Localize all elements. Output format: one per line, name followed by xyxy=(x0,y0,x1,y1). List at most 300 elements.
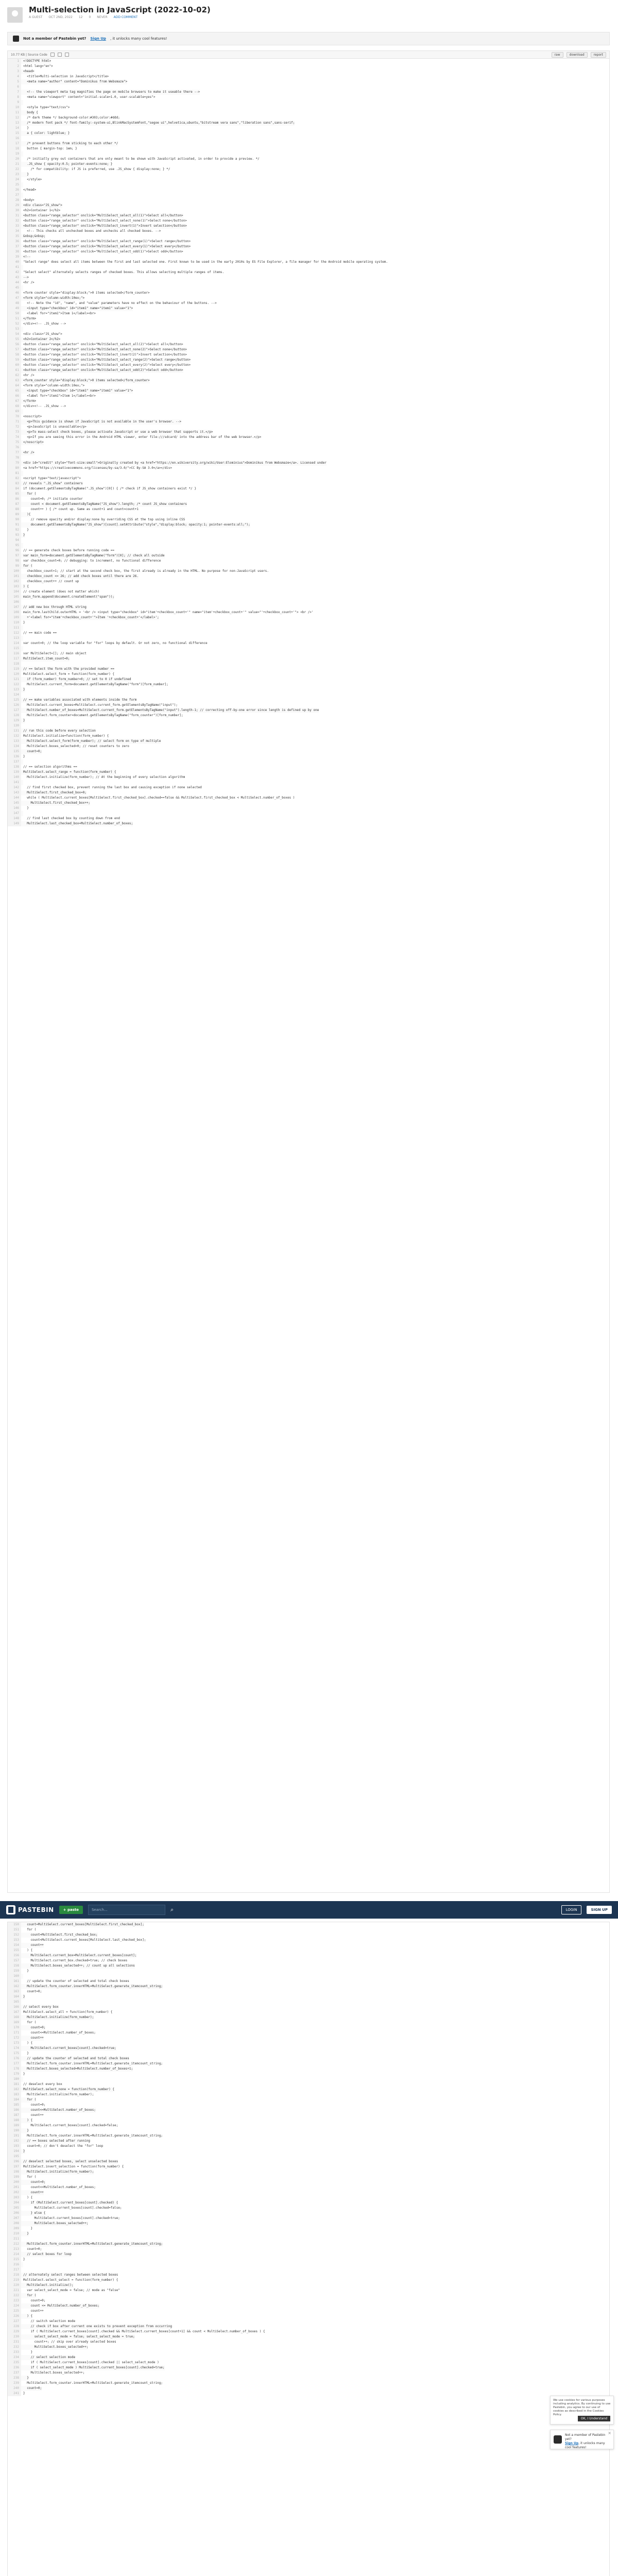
line-number: 189 xyxy=(8,2123,21,2128)
code-line xyxy=(8,2262,609,2267)
line-number: 17 xyxy=(8,141,21,146)
code-text: <a href="https://creativecommons.org/licenses/by-sa/3.0/">CC By-SA 3.0</a></div> xyxy=(23,466,172,470)
line-number: 43 xyxy=(8,275,21,280)
code-text xyxy=(21,662,23,667)
code-line xyxy=(8,327,609,332)
code-line xyxy=(8,2128,609,2133)
code-text: MultiSelect.select_form(form_number); // select form on type of multiple xyxy=(21,739,161,744)
line-number: 193 xyxy=(8,2144,21,2149)
code-text: MultiSelect.form_counter.innerHTML=MultiSelect.generate_itemcount_string; xyxy=(21,1984,163,1989)
code-text: MultiSelect.first_checked_box++; xyxy=(21,801,90,806)
line-number: 182 xyxy=(8,2087,21,2092)
code-text: var MultiSelect=[]; // main object xyxy=(23,652,87,655)
code-line xyxy=(8,285,609,291)
code-text: MultiSelect.number_of_boxes=MultiSelect.current_form.getElementsByTagName("input").length-1; // correcting off-by-one error since length is defined up by one xyxy=(21,708,319,713)
code-line xyxy=(8,342,609,347)
line-number: 172 xyxy=(8,2036,21,2041)
code-text: MultiSelect.current_box.checked=true; // check boxes xyxy=(23,1959,128,1962)
pastebin-logo[interactable] xyxy=(6,1905,54,1914)
line-number: 46 xyxy=(8,291,21,296)
member-popup-suffix: , it unlocks many cool features! xyxy=(565,2442,605,2449)
line-number: 98 xyxy=(8,558,21,564)
code-text: MultiSelect.current_boxes[count].checked=true; xyxy=(21,2046,116,2051)
code-text: <input type="checkbox" id="item1" name="item1" value="1"> xyxy=(21,306,133,311)
login-button[interactable]: LOGIN xyxy=(561,1905,582,1914)
code-line xyxy=(8,1948,609,1953)
code-text: <body> xyxy=(23,198,35,202)
line-number: 33 xyxy=(8,224,21,229)
line-number: 41 xyxy=(8,265,21,270)
line-number: 212 xyxy=(8,2242,21,2247)
code-text: MultiSelect.boxes_selected=MultiSelect.number_of_boxes+1; xyxy=(21,2066,133,2072)
code-line xyxy=(8,234,609,239)
line-number: 235 xyxy=(8,2360,21,2365)
code-line xyxy=(8,703,609,708)
code-line xyxy=(8,2381,609,2386)
line-number: 206 xyxy=(8,2211,21,2216)
cookie-banner xyxy=(550,2396,614,2425)
code-line xyxy=(8,409,609,414)
code-text: <!-- Note the "id", "name", and "value" parameters have no effect on the behaviour of the buttons. --> xyxy=(23,301,217,305)
code-text: <div id="credit" style="font-size:small">Originally created by <a href="https://en.wikiversity.org/wiki/User:Elominius">Dominikus from Websmaze</a>. Licensed under xyxy=(21,461,327,466)
code-line xyxy=(8,821,609,826)
code-line xyxy=(8,780,609,785)
code-text: } xyxy=(23,2072,25,2076)
code-line xyxy=(8,558,609,564)
line-number: 184 xyxy=(8,2097,21,2103)
pastebin-logo-text: PASTEBIN xyxy=(18,1906,54,1913)
code-text xyxy=(21,811,23,816)
code-text xyxy=(21,327,23,332)
code-text xyxy=(21,636,23,641)
code-text: MultiSelect.select_all = function(form_number) { xyxy=(23,2010,113,2014)
code-text: // run this code before every selection xyxy=(21,728,96,734)
line-number: 126 xyxy=(8,703,21,708)
sign-up-link[interactable]: Sign Up xyxy=(90,37,106,41)
line-number: 69 xyxy=(8,409,21,414)
line-number: 103 xyxy=(8,584,21,589)
code-text: <button class="range_selector" onclick="MultiSelect_select_every(2)">Select every</button> xyxy=(23,363,191,367)
meta-rating: 0 xyxy=(89,15,91,19)
code-line xyxy=(8,2092,609,2097)
code-text: MultiSelect.boxes_selected++; xyxy=(21,2345,88,2350)
code-text: <script type="text/javascript"> xyxy=(23,477,81,480)
copy-icon[interactable] xyxy=(50,53,55,57)
line-number: 47 xyxy=(8,296,21,301)
line-number: 200 xyxy=(8,2180,21,2185)
code-line xyxy=(8,2025,609,2030)
notice-text: Not a member of Pastebin yet? xyxy=(23,37,87,41)
line-number: 56 xyxy=(8,342,21,347)
line-number: 88 xyxy=(8,507,21,512)
code-line xyxy=(8,455,609,461)
line-number: 124 xyxy=(8,692,21,698)
code-line xyxy=(8,811,609,816)
line-number: 170 xyxy=(8,2025,21,2030)
pastebin-navbar xyxy=(0,1901,618,1919)
code-text: count <= MultiSelect.number_of_boxes; xyxy=(21,2303,99,2309)
line-number: 197 xyxy=(8,2164,21,2170)
post-meta xyxy=(29,15,138,19)
code-text xyxy=(21,445,23,450)
code-line xyxy=(8,790,609,795)
code-line xyxy=(8,2340,609,2345)
code-line xyxy=(8,2334,609,2340)
code-text: } xyxy=(23,806,29,810)
code-line xyxy=(8,1933,609,1938)
line-number: 25 xyxy=(8,182,21,188)
line-number: 87 xyxy=(8,502,21,507)
code-line xyxy=(8,2061,609,2066)
code-line xyxy=(8,584,609,589)
code-line xyxy=(8,435,609,440)
code-text: <button class="range_selector" onclick="MultiSelect_select_odd(2)">Select odd</button> xyxy=(21,368,183,373)
search-icon[interactable]: ⌕ xyxy=(170,1906,174,1913)
code-text: <button class="range_selector" onclick="MultiSelect_select_odd(1)">Select odd</button> xyxy=(23,250,183,253)
code-text: var count=0; // the loop variable for "for" loops by default. Or not zero, no functional difference xyxy=(23,641,208,645)
line-number: 7 xyxy=(8,90,21,95)
line-number: 102 xyxy=(8,579,21,584)
code-line xyxy=(8,2175,609,2180)
code-text xyxy=(21,600,23,605)
code-line xyxy=(8,352,609,358)
code-text xyxy=(21,780,23,785)
code-text: } xyxy=(21,2231,29,2236)
code-line xyxy=(8,481,609,486)
code-line xyxy=(8,239,609,244)
code-line xyxy=(8,2118,609,2123)
line-number: 179 xyxy=(8,2072,21,2077)
cookie-accept-button[interactable]: OK, I Understand xyxy=(578,2416,610,2421)
code-text: // update the counter of selected and total check boxes xyxy=(21,2056,129,2061)
code-text: ) { xyxy=(21,2314,32,2319)
code-line xyxy=(8,1979,609,1984)
code-line xyxy=(8,713,609,718)
code-text: /* for compatibility: if JS is preferred, use .JS_show { display:none; } */ xyxy=(23,167,170,171)
code-line xyxy=(8,69,609,74)
code-line xyxy=(8,218,609,224)
line-number: 133 xyxy=(8,739,21,744)
code-text: <html lang="en"> xyxy=(23,64,53,68)
line-number: 113 xyxy=(8,636,21,641)
cookie-text: We use cookies for various purposes including analytics. By continuing to use Pastebin, you agree to our use of cookies as described in the Cookies Policy. xyxy=(553,2399,611,2416)
code-text: <label for="item1">Item 1</label><br> xyxy=(23,394,96,398)
line-number: 20 xyxy=(8,157,21,162)
code-text: </div><!-- .JS_show --> xyxy=(23,404,66,408)
code-text: } xyxy=(21,2376,29,2381)
code-text: MultiSelect.form_counter.innerHTML=MultiSelect.generate_itemcount_string; xyxy=(23,2381,163,2385)
code-line xyxy=(8,512,609,517)
line-number: 228 xyxy=(8,2324,21,2329)
code-text: // deselect selected boxes, select unselected boxes xyxy=(21,2159,118,2164)
line-number: 51 xyxy=(8,316,21,321)
code-line xyxy=(8,2350,609,2355)
line-number: 52 xyxy=(8,321,21,327)
code-line xyxy=(8,270,609,275)
code-text: } xyxy=(21,533,25,538)
code-text: ) { xyxy=(23,2196,33,2199)
code-line xyxy=(8,347,609,352)
code-text: checkbox_count=1; // start at the second check box, the first already is already in the HTML. No purpose for non-JavaScript users. xyxy=(23,569,269,573)
code-text: <meta name="author" content="Dominikus from Websmaze"> xyxy=(21,79,127,84)
line-number: 106 xyxy=(8,600,21,605)
code-text: /* initially grey out containers that are only meant to be shown with JavaScript activated, in order to provide a preview. */ xyxy=(23,157,260,161)
code-text: // == generate check boxes before running code == xyxy=(23,549,115,552)
code-text: MultiSelect.form_counter.innerHTML=MultiSelect.generate_itemcount_string; xyxy=(21,2242,163,2247)
report-button[interactable]: report xyxy=(591,52,606,58)
code-line xyxy=(8,2082,609,2087)
code-text: // == make variables associated with elements inside the form xyxy=(21,698,136,703)
code-line xyxy=(8,2391,609,2396)
code-line xyxy=(8,2309,609,2314)
code-text: } xyxy=(23,528,29,532)
code-line xyxy=(8,229,609,234)
code-line xyxy=(8,517,609,522)
code-line xyxy=(8,2319,609,2324)
code-line xyxy=(8,151,609,157)
code-line xyxy=(8,744,609,749)
line-number: 42 xyxy=(8,270,21,275)
code-text: MultiSelect.current_boxes=MultiSelect.current_form.getElementsByTagName("input"); xyxy=(23,703,178,707)
line-number: 71 xyxy=(8,419,21,425)
code-line xyxy=(8,74,609,79)
code-line xyxy=(8,2345,609,2350)
code-line xyxy=(8,146,609,151)
code-line xyxy=(8,528,609,533)
code-line xyxy=(8,419,609,425)
code-text: } xyxy=(23,755,25,758)
code-line xyxy=(8,806,609,811)
code-line xyxy=(8,1922,609,1927)
line-number: 129 xyxy=(8,718,21,723)
code-line xyxy=(8,2015,609,2020)
code-text: <noscript> xyxy=(23,415,42,418)
code-line xyxy=(8,213,609,218)
code-line xyxy=(8,399,609,404)
code-text: </noscript> xyxy=(21,440,44,445)
code-text: <input type="checkbox" id="item1" name="item1" value="1"> xyxy=(21,388,133,394)
line-number: 74 xyxy=(8,435,21,440)
code-text: } xyxy=(21,718,25,723)
code-line xyxy=(8,100,609,105)
code-text: count=0; xyxy=(21,2025,45,2030)
code-line xyxy=(8,2314,609,2319)
code-line xyxy=(8,620,609,625)
code-line xyxy=(8,672,609,677)
line-number: 67 xyxy=(8,399,21,404)
code-text: /* dark theme */ background-color:#303;color:#ddd; xyxy=(23,116,120,120)
code-line xyxy=(8,296,609,301)
code-line xyxy=(8,785,609,790)
line-number: 148 xyxy=(8,816,21,821)
line-number: 192 xyxy=(8,2139,21,2144)
code-text: MultiSelect.current_boxes[count].checked=false; xyxy=(23,2206,122,2210)
code-text: // deselect every box xyxy=(23,2082,62,2086)
code-text: for ( xyxy=(21,2097,36,2103)
code-text: count=0; xyxy=(23,2103,46,2107)
code-line xyxy=(8,564,609,569)
code-line xyxy=(8,2123,609,2128)
line-number: 27 xyxy=(8,193,21,198)
line-number: 131 xyxy=(8,728,21,734)
line-number: 136 xyxy=(8,754,21,759)
code-line xyxy=(8,131,609,136)
code-line xyxy=(8,533,609,538)
code-text: count++ xyxy=(23,2113,44,2117)
line-number: 137 xyxy=(8,759,21,765)
code-line xyxy=(8,2236,609,2242)
code-text: checkbox_count++ // count up xyxy=(23,580,79,583)
code-line xyxy=(8,2056,609,2061)
code-text xyxy=(21,2262,23,2267)
code-text: MultiSelect.current_boxes[count].checked=false; xyxy=(23,2124,118,2127)
code-line xyxy=(8,404,609,409)
code-line xyxy=(8,2288,609,2293)
code-text xyxy=(21,182,23,188)
code-text: var select_select_mode = false; // mode as "false" xyxy=(23,2289,120,2292)
line-number: 138 xyxy=(8,765,21,770)
code-line xyxy=(8,1938,609,1943)
code-text: <button class="range_selector" onclick="MultiSelect_invert(1)">Invert selection</button> xyxy=(21,224,187,229)
line-number: 29 xyxy=(8,203,21,208)
line-number: 147 xyxy=(8,811,21,816)
code-text: // == boxes selected after running xyxy=(21,2139,90,2144)
line-number: 2 xyxy=(8,64,21,69)
line-number: 199 xyxy=(8,2175,21,2180)
line-number: 80 xyxy=(8,466,21,471)
code-line xyxy=(8,1958,609,1963)
code-line xyxy=(8,265,609,270)
code-text: MultiSelect.boxes_selected++; // count up all selections xyxy=(21,1963,135,1969)
code-text: <div class="JS_show"> xyxy=(23,332,62,336)
embed-icon[interactable] xyxy=(58,53,62,57)
code-text: count++ xyxy=(21,1943,44,1948)
line-number: 152 xyxy=(8,1933,21,1938)
code-line xyxy=(8,543,609,548)
line-number: 227 xyxy=(8,2319,21,2324)
code-text: <hr /> xyxy=(23,374,35,377)
code-line xyxy=(8,177,609,182)
line-number: 234 xyxy=(8,2355,21,2360)
download-button[interactable]: download xyxy=(566,52,588,58)
line-number: 162 xyxy=(8,1984,21,1989)
code-line xyxy=(8,574,609,579)
raw-button[interactable]: raw xyxy=(552,52,563,58)
code-text: MultiSelect.last_checked_box=MultiSelect.number_of_boxes; xyxy=(21,821,133,826)
search-input[interactable]: Search... xyxy=(88,1905,165,1915)
code-text: } xyxy=(21,2128,29,2133)
line-number: 110 xyxy=(8,620,21,625)
code-line xyxy=(8,2041,609,2046)
code-line xyxy=(8,203,609,208)
code-text: count=0; xyxy=(21,749,42,754)
line-number: 32 xyxy=(8,218,21,224)
line-number: 104 xyxy=(8,589,21,595)
line-number: 216 xyxy=(8,2262,21,2267)
code-line xyxy=(8,280,609,285)
code-line xyxy=(8,708,609,713)
line-number: 230 xyxy=(8,2334,21,2340)
signup-button[interactable]: SIGN UP xyxy=(587,1906,612,1914)
code-text: document.getElementsByTagName("JS_show")[count].setAttribute("style","display:block; opacity:1; pointer-events:all;"); xyxy=(21,522,250,528)
code-line xyxy=(8,723,609,728)
member-popup-text: Not a member of Pastebin yet? xyxy=(565,2433,606,2441)
meta-author[interactable]: A GUEST xyxy=(29,15,43,19)
code-text: count=0; xyxy=(21,2180,45,2185)
line-number: 108 xyxy=(8,610,21,615)
code-text: MultiSelect.initialize(form_number); xyxy=(21,2170,94,2175)
line-number: 174 xyxy=(8,2046,21,2051)
line-number: 150 xyxy=(8,1922,21,1927)
code-text: <button class="range_selector" onclick="MultiSelect_select_all(1)">Select all</button> xyxy=(21,213,183,218)
code-text: main_form.lastChild.outerHTML = '<br /> <input type="checkbox" id="item'+checkbox_count+'" name="item'+checkbox_count+'" value="'+checkbox_count+'"> <br />' xyxy=(23,611,314,614)
code-line xyxy=(8,2087,609,2092)
code-text: // create element (does not matter which) xyxy=(23,590,100,594)
line-number: 49 xyxy=(8,306,21,311)
line-number: 173 xyxy=(8,2041,21,2046)
code-text xyxy=(21,1974,23,1979)
line-number: 134 xyxy=(8,744,21,749)
code-line xyxy=(8,291,609,296)
line-number: 8 xyxy=(8,95,21,100)
code-line xyxy=(8,188,609,193)
add-comment-link[interactable]: ADD COMMENT xyxy=(113,15,138,19)
line-number: 220 xyxy=(8,2283,21,2288)
code-line xyxy=(8,2180,609,2185)
code-line xyxy=(8,2010,609,2015)
code-text: MultiSelect.form_counter.innerHTML=MultiSelect.generate_itemcount_string; xyxy=(23,2062,163,2065)
code-line xyxy=(8,667,609,672)
code-line xyxy=(8,538,609,543)
code-text: button { margin-top: 1em; } xyxy=(23,147,77,150)
close-icon[interactable]: × xyxy=(608,2431,611,2435)
line-number: 30 xyxy=(8,208,21,213)
code-line xyxy=(8,2046,609,2051)
line-number: 70 xyxy=(8,414,21,419)
code-text xyxy=(21,136,23,141)
code-line xyxy=(8,579,609,584)
line-number: 68 xyxy=(8,404,21,409)
new-paste-button[interactable]: + paste xyxy=(59,1906,83,1914)
code-block-top xyxy=(7,59,610,1893)
print-icon[interactable] xyxy=(65,53,69,57)
line-number: 198 xyxy=(8,2170,21,2175)
code-line xyxy=(8,425,609,430)
code-text: } xyxy=(23,2052,29,2055)
member-popup-signup-link[interactable]: Sign Up xyxy=(565,2442,579,2445)
line-number: 203 xyxy=(8,2195,21,2200)
code-line xyxy=(8,316,609,321)
code-line xyxy=(8,2283,609,2288)
code-line xyxy=(8,2376,609,2381)
code-text: <p>If you are seeing this error in the Android HTML viewer, enter file:///sdcard/ into the address bar of the web browser.</p> xyxy=(23,435,262,439)
line-number: 37 xyxy=(8,244,21,249)
line-number: 210 xyxy=(8,2231,21,2236)
line-number: 236 xyxy=(8,2365,21,2370)
line-number: 231 xyxy=(8,2340,21,2345)
code-line xyxy=(8,2257,609,2262)
code-line xyxy=(8,553,609,558)
line-number: 85 xyxy=(8,492,21,497)
pastebin-badge-icon xyxy=(13,36,19,42)
line-number: 6 xyxy=(8,84,21,90)
line-number: 31 xyxy=(8,213,21,218)
code-text: <button class="range_selector" onclick="MultiSelect_select_every(1)">Select every</button> xyxy=(21,244,191,249)
code-text: if (document.getElementsByTagName(".JS_show")[0]) { /* check if JS_show containers exist */ } xyxy=(23,487,196,490)
code-line xyxy=(8,522,609,528)
code-line xyxy=(8,2206,609,2211)
line-number: 183 xyxy=(8,2092,21,2097)
